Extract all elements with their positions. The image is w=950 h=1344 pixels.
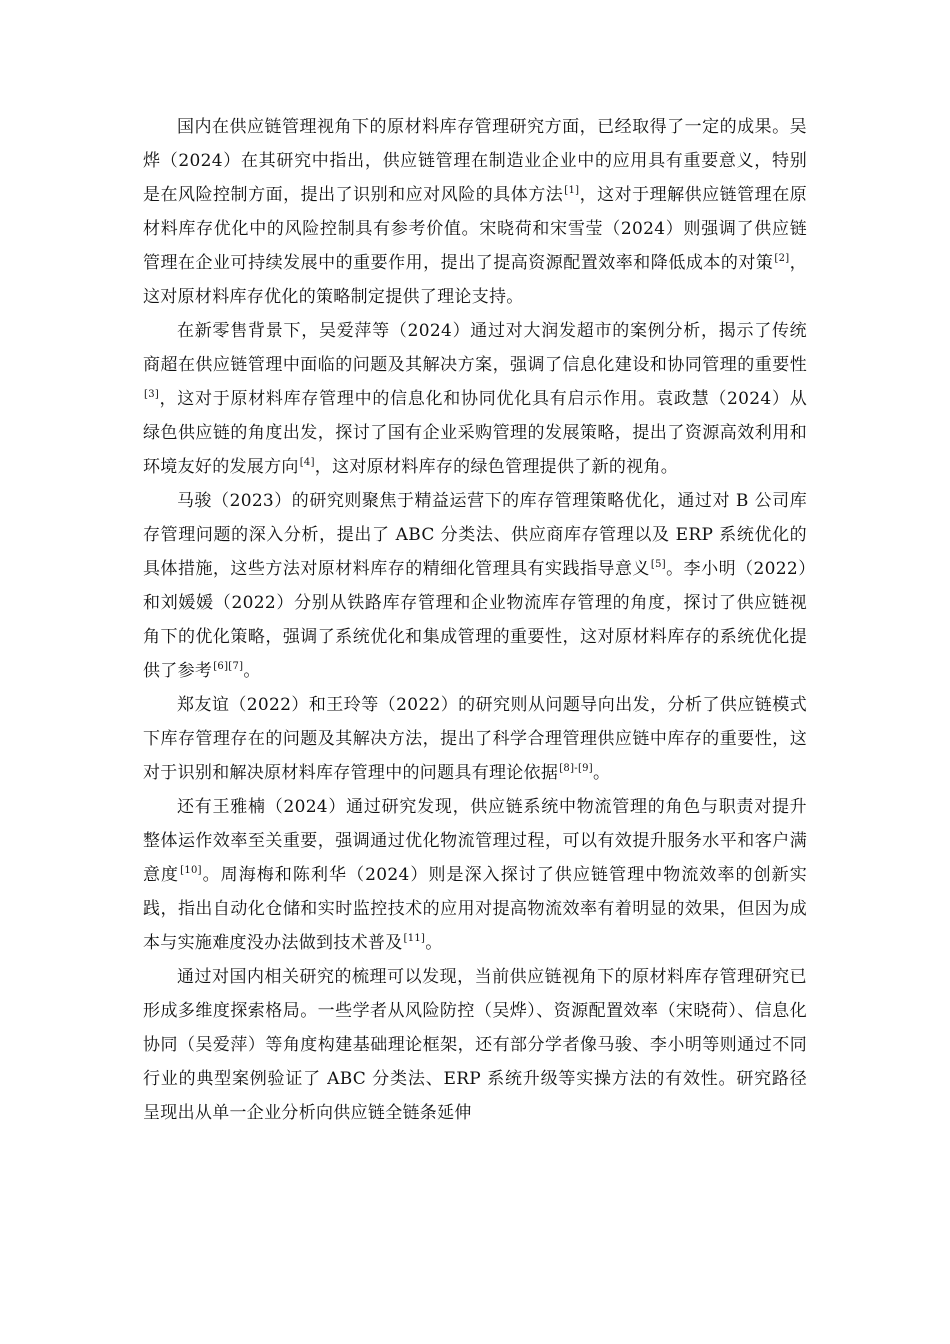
paragraph	[143, 484, 807, 688]
paragraph-text: 国内在供应链管理视角下的原材料库存管理研究方面，已经取得了一定的成果。吴烨（2024）在其研究中指出，供应链管理在制造业企业中的应用具有重要意义，特别是在风险控制方面，提出了识别和应对风险的具体方法	[143, 117, 807, 205]
paragraph-text: ，这对原材料库存优化的策略制定提供了理论支持。	[143, 253, 807, 307]
citation-marker: [8]-[9]	[559, 763, 594, 774]
paragraph-text: 郑友谊（2022）和王玲等（2022）的研究则从问题导向出发，分析了供应链模式下库存管理存在的问题及其解决方法，提出了科学合理管理供应链中库存的重要性，这对于识别和解决原材料库存管理中的问题具有理论依据	[143, 695, 807, 783]
citation-marker: [10]	[180, 865, 202, 876]
paragraph-text: 还有王雅楠（2024）通过研究发现，供应链系统中物流管理的角色与职责对提升整体运作效率至关重要，强调通过优化物流管理过程，可以有效提升服务水平和客户满意度	[143, 797, 807, 885]
paragraph-text: 。李小明（2022）和刘媛媛（2022）分别从铁路库存管理和企业物流库存管理的角度，探讨了供应链视角下的优化策略，强调了系统优化和集成管理的重要性，这对原材料库存的系统优化提供了参考	[143, 559, 808, 681]
citation-marker: [2]	[774, 253, 790, 264]
paragraph	[143, 790, 807, 960]
paragraph	[143, 314, 807, 484]
paragraph-text: ，这对原材料库存的绿色管理提供了新的视角。	[314, 457, 679, 477]
citation-marker: [4]	[299, 457, 315, 468]
paragraph-text: 。	[243, 661, 261, 681]
citation-marker: [5]	[650, 559, 666, 570]
paragraph-text: ，这对于原材料库存管理中的信息化和协同优化具有启示作用。袁政慧（2024）从绿色供应链的角度出发，探讨了国有企业采购管理的发展策略，提出了资源高效利用和环境友好的发展方向	[143, 389, 807, 477]
citation-marker: [11]	[403, 933, 426, 944]
paragraph-text: 通过对国内相关研究的梳理可以发现，当前供应链视角下的原材料库存管理研究已形成多维度探索格局。一些学者从风险防控（吴烨）、资源配置效率（宋晓荷）、信息化协同（吴爱萍）等角度构建基础理论框架，还有部分学者像马骏、李小明等则通过不同行业的典型案例验证了 ABC 分类法、ERP 系统升级等实操方法的有效性。研究路径呈现出从单一企业分析向供应链全链条延伸	[143, 967, 807, 1123]
paragraph	[143, 688, 807, 790]
paragraph-text: 在新零售背景下，吴爱萍等（2024）通过对大润发超市的案例分析，揭示了传统商超在供应链管理中面临的问题及其解决方案，强调了信息化建设和协同管理的重要性	[143, 321, 807, 375]
paragraph-text: 马骏（2023）的研究则聚焦于精益运营下的库存管理策略优化，通过对 B 公司库存管理问题的深入分析，提出了 ABC 分类法、供应商库存管理以及 ERP 系统优化的具体措施，这些方法对原材料库存的精细化管理具有实践指导意义	[143, 491, 807, 579]
paragraph	[143, 110, 807, 314]
citation-marker: [6][7]	[213, 661, 244, 672]
paragraph-text: ，这对于理解供应链管理在原材料库存优化中的风险控制具有参考价值。宋晓荷和宋雪莹（2024）则强调了供应链管理在企业可持续发展中的重要作用，提出了提高资源配置效率和降低成本的对策	[143, 185, 808, 273]
paragraph-text: 。	[593, 763, 611, 783]
document-body	[143, 110, 807, 1130]
citation-marker: [3]	[144, 389, 160, 400]
paragraph-text: 。	[425, 933, 443, 953]
citation-marker: [1]	[564, 185, 580, 196]
paragraph	[143, 960, 807, 1130]
paragraph-text: 。周海梅和陈利华（2024）则是深入探讨了供应链管理中物流效率的创新实践，指出自动化仓储和实时监控技术的应用对提高物流效率有着明显的效果，但因为成本与实施难度没办法做到技术普及	[143, 865, 807, 953]
